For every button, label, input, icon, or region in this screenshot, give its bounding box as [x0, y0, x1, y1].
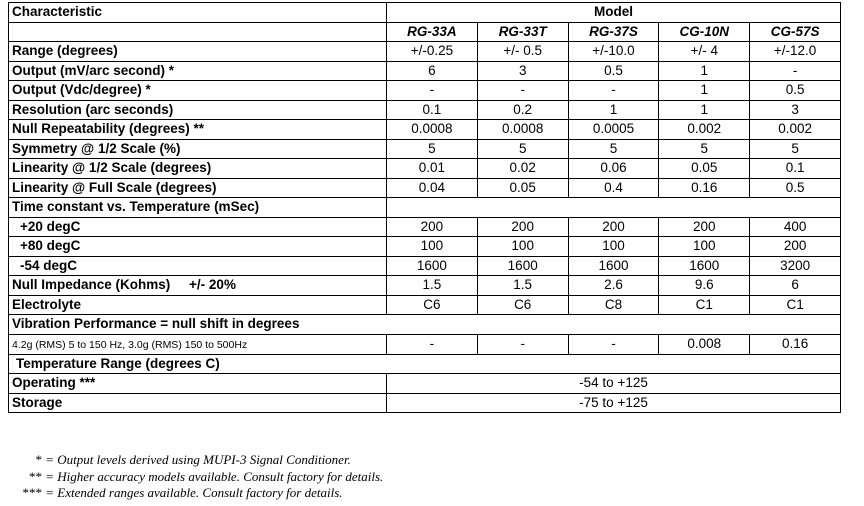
- row-label: Operating ***: [9, 374, 387, 394]
- table-row: [9, 217, 841, 237]
- section-row: [9, 315, 841, 335]
- row-label-text: +80 degC: [20, 238, 81, 254]
- value-cell: 0.1: [750, 159, 841, 179]
- footnote: [4, 452, 604, 469]
- value-cell: 0.06: [568, 159, 659, 179]
- table-row: [9, 276, 841, 296]
- row-label: Output (mV/arc second) *: [9, 61, 387, 81]
- footnotes: [4, 452, 604, 502]
- model-names-row: [9, 22, 841, 42]
- table-row: [9, 334, 841, 354]
- table-row: [9, 81, 841, 101]
- value-cell: 5: [477, 139, 568, 159]
- value-cell: 100: [659, 237, 750, 257]
- row-label: [9, 237, 387, 257]
- section-label: Vibration Performance = null shift in degrees: [9, 315, 841, 335]
- row-label: Linearity @ Full Scale (degrees): [9, 178, 387, 198]
- value-cell: -: [387, 334, 478, 354]
- row-label-text: -54 degC: [20, 257, 78, 273]
- value-cell: 2.6: [568, 276, 659, 296]
- value-cell: 0.5: [750, 178, 841, 198]
- table-row: [9, 178, 841, 198]
- row-label: Range (degrees): [9, 42, 387, 62]
- value-cell: 1: [659, 100, 750, 120]
- value-cell: C6: [387, 295, 478, 315]
- value-cell: 0.16: [659, 178, 750, 198]
- value-cell: 200: [750, 237, 841, 257]
- model-name: CG-57S: [750, 22, 841, 42]
- value-cell: +/-12.0: [750, 42, 841, 62]
- value-cell: C6: [477, 295, 568, 315]
- value-cell: 0.002: [750, 120, 841, 140]
- value-cell: 3200: [750, 256, 841, 276]
- header-row: [9, 3, 841, 23]
- value-cell: 5: [387, 139, 478, 159]
- section-label-text: Temperature Range (degrees C): [16, 355, 220, 371]
- value-cell: 1600: [659, 256, 750, 276]
- table-row: [9, 393, 841, 413]
- row-label: Output (Vdc/degree) *: [9, 81, 387, 101]
- footnote-text: = Output levels derived using MUPI-3 Signal Conditioner.: [45, 452, 351, 467]
- model-header: Model: [387, 3, 841, 23]
- value-cell: 1.5: [387, 276, 478, 296]
- model-name: CG-10N: [659, 22, 750, 42]
- row-label: Resolution (arc seconds): [9, 100, 387, 120]
- table-row: [9, 42, 841, 62]
- row-label: Null Repeatability (degrees) **: [9, 120, 387, 140]
- value-cell: -: [568, 81, 659, 101]
- value-cell: 0.0008: [477, 120, 568, 140]
- value-cell: 1: [568, 100, 659, 120]
- footnote: [4, 469, 604, 486]
- value-cell: 0.05: [477, 178, 568, 198]
- table-row: [9, 120, 841, 140]
- value-cell: 5: [750, 139, 841, 159]
- value-cell: 6: [750, 276, 841, 296]
- row-label-text: Null Impedance (Kohms): [12, 277, 171, 293]
- table-row: [9, 61, 841, 81]
- value-cell: 0.5: [568, 61, 659, 81]
- table-row: [9, 256, 841, 276]
- value-cell: 0.16: [750, 334, 841, 354]
- value-cell: +/-0.25: [387, 42, 478, 62]
- section-label: Time constant vs. Temperature (mSec): [9, 198, 387, 218]
- value-cell: -: [387, 81, 478, 101]
- empty-cell: [9, 22, 387, 42]
- section-row: [9, 198, 841, 218]
- value-cell: 1600: [387, 256, 478, 276]
- table-row: [9, 159, 841, 179]
- value-cell: 3: [477, 61, 568, 81]
- value-cell: 0.4: [568, 178, 659, 198]
- model-name: RG-37S: [568, 22, 659, 42]
- value-cell: 1600: [568, 256, 659, 276]
- value-cell: 0.04: [387, 178, 478, 198]
- footnote-mark: **: [29, 468, 42, 484]
- row-label: [9, 276, 387, 296]
- characteristic-header: Characteristic: [9, 3, 387, 23]
- value-cell: 200: [477, 217, 568, 237]
- model-name: RG-33A: [387, 22, 478, 42]
- table-row: [9, 374, 841, 394]
- value-cell: -: [568, 334, 659, 354]
- value-cell: 0.0005: [568, 120, 659, 140]
- empty-cell: [387, 198, 841, 218]
- value-cell: 0.1: [387, 100, 478, 120]
- row-label-text: +20 degC: [20, 218, 81, 234]
- tolerance-text: +/- 20%: [189, 277, 236, 293]
- row-label: [9, 334, 387, 354]
- value-cell: 1: [659, 61, 750, 81]
- spec-table-container: [8, 2, 840, 413]
- row-sublabel: 4.2g (RMS) 5 to 150 Hz, 3.0g (RMS) 150 to 500Hz: [12, 338, 248, 351]
- value-cell: 0.0008: [387, 120, 478, 140]
- value-cell: 200: [568, 217, 659, 237]
- value-cell: 400: [750, 217, 841, 237]
- row-label: Storage: [9, 393, 387, 413]
- value-cell: 100: [477, 237, 568, 257]
- section-row: [9, 354, 841, 374]
- value-cell: C8: [568, 295, 659, 315]
- value-cell: -: [477, 334, 568, 354]
- row-label: Electrolyte: [9, 295, 387, 315]
- value-cell: +/- 0.5: [477, 42, 568, 62]
- row-label: Linearity @ 1/2 Scale (degrees): [9, 159, 387, 179]
- value-cell: -54 to +125: [387, 374, 841, 394]
- value-cell: 0.02: [477, 159, 568, 179]
- table-row: [9, 100, 841, 120]
- value-cell: +/-10.0: [568, 42, 659, 62]
- table-row: [9, 295, 841, 315]
- value-cell: -: [750, 61, 841, 81]
- table-row: [9, 139, 841, 159]
- footnote-mark: ***: [22, 485, 42, 500]
- value-cell: -75 to +125: [387, 393, 841, 413]
- value-cell: 100: [568, 237, 659, 257]
- value-cell: 5: [659, 139, 750, 159]
- spec-table: [8, 2, 841, 413]
- value-cell: 0.5: [750, 81, 841, 101]
- value-cell: 6: [387, 61, 478, 81]
- value-cell: 5: [568, 139, 659, 159]
- row-label: [9, 217, 387, 237]
- value-cell: 1600: [477, 256, 568, 276]
- value-cell: 0.008: [659, 334, 750, 354]
- footnote-mark: *: [35, 452, 42, 467]
- value-cell: C1: [659, 295, 750, 315]
- value-cell: 0.2: [477, 100, 568, 120]
- footnote: [4, 485, 604, 502]
- table-row: [9, 237, 841, 257]
- value-cell: 0.05: [659, 159, 750, 179]
- model-name: RG-33T: [477, 22, 568, 42]
- value-cell: 1: [659, 81, 750, 101]
- value-cell: 0.002: [659, 120, 750, 140]
- value-cell: -: [477, 81, 568, 101]
- row-label: [9, 256, 387, 276]
- value-cell: C1: [750, 295, 841, 315]
- value-cell: 0.01: [387, 159, 478, 179]
- value-cell: 9.6: [659, 276, 750, 296]
- value-cell: 100: [387, 237, 478, 257]
- value-cell: 3: [750, 100, 841, 120]
- footnote-text: = Higher accuracy models available. Consult factory for details.: [45, 468, 384, 484]
- value-cell: 200: [659, 217, 750, 237]
- footnote-text: = Extended ranges available. Consult factory for details.: [45, 485, 343, 500]
- value-cell: 1.5: [477, 276, 568, 296]
- value-cell: 200: [387, 217, 478, 237]
- value-cell: +/- 4: [659, 42, 750, 62]
- section-label: [9, 354, 841, 374]
- row-label: Symmetry @ 1/2 Scale (%): [9, 139, 387, 159]
